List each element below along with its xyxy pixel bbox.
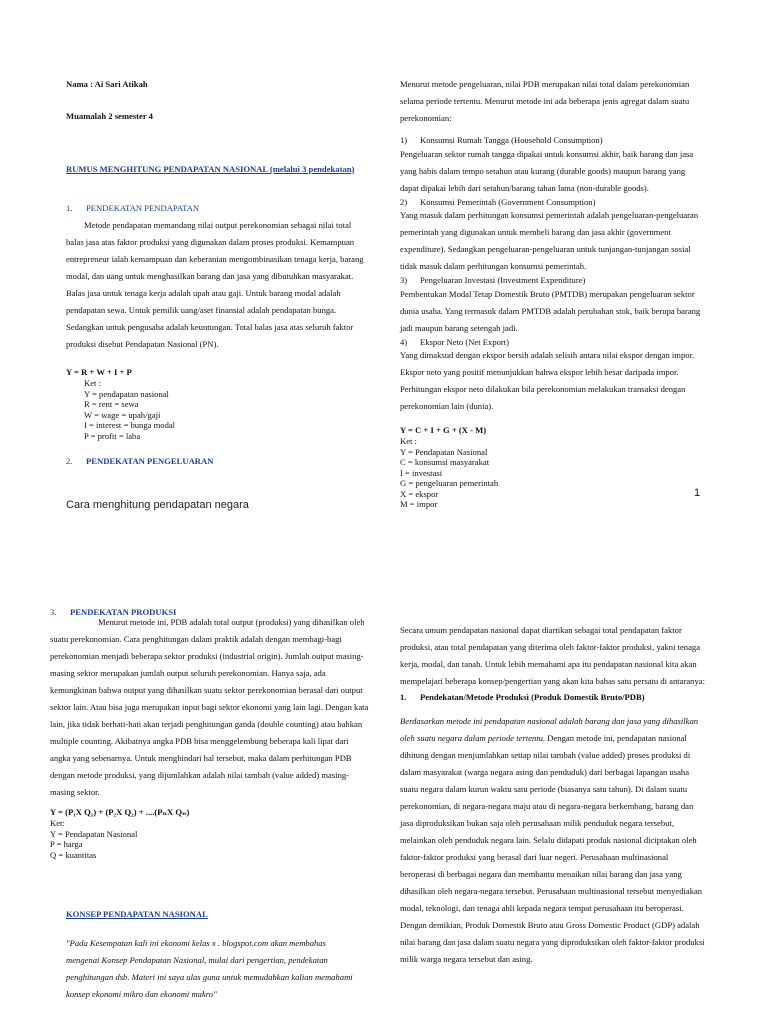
page1-left-column	[66, 76, 366, 470]
document-title[interactable]: Cara menghitung pendapatan negara	[66, 499, 249, 511]
ket-line: Ket:	[50, 818, 65, 828]
ket-line: G = pengeluaran pemerintah	[400, 478, 499, 488]
ket-line: Y = pendapatan nasional	[84, 388, 169, 399]
main-heading: RUMUS MENGHITUNG PENDAPATAN NASIONAL (melalui 3 pendekatan)	[66, 164, 355, 174]
ket-line: R = rent = sewa	[84, 399, 139, 409]
ket-line: I = investasi	[400, 467, 443, 478]
item-number: 4)	[400, 336, 408, 347]
ket-line: W = wage = upah/gaji	[84, 409, 161, 420]
ket-list-expenditure	[400, 436, 705, 510]
formula-expenditure: Y = C + I + G + (X - M)	[400, 425, 487, 435]
item-title: Konsumsi Pemerintah (Government Consumption)	[420, 196, 596, 207]
course-line: Muamalah 2 semester 4	[66, 111, 153, 121]
production-definition: Berdasarkan metode ini pendapatan nasional adalah barang dan jasa yang dihasilkan oleh suatu negara dalam periode tertentu.	[400, 715, 699, 743]
item-title: Pengeluaran Investasi (Investment Expenditure)	[420, 275, 586, 285]
ket-list-production	[50, 818, 370, 860]
expenditure-intro: Menurut metode pengeluaran, nilai PDB merupakan nilai total dalam perekonomian selama periode tertentu. Menurut metode ini ada beberapa jenis agregat dalam suatu perekonomian:	[400, 79, 690, 123]
sec1-heading	[66, 200, 366, 217]
sec1-paragraph: Metode pendapatan memandang nilai output perekonomian sebagai nilai total balas jasa atas faktor produksi yang digunakan dalam proses produksi. Kemampuan entrepreneur ialah kemampuan dan keberanian mengombinasikan tenaga kerja, barang modal, dan uang untuk menghasilkan barang dan jasa yang dibutuhkan masyarakat. Balas jasa untuk tenaga kerja adalah upah atau gaji. Untuk barang modal adalah pendapatan sewa. Untuk pemilik uang/aset finansial adalah pendapatan bunga. Sedangkan untuk pengusaha adalah keuntungan. Total balas jasa atas seluruh faktor produksi disebut Pendapatan Nasional (PN).	[66, 220, 364, 349]
item-number: 3)	[400, 275, 408, 285]
item-title: Ekspor Neto (Net Export)	[420, 336, 510, 347]
national-income-intro: Secara umum pendapatan nasional dapat diartikan sebagai total pendapatan faktor produksi, atau total pendapatan yang diterima oleh faktor-faktor produksi, yakni tenaga kerja, modal, dan tanah. Untuk lebih memahami apa itu pendapatan nasional kita akan mempelajari beberapa konsep/pengertian yang akan kita bahas satu persatu di antaranya:	[400, 625, 705, 686]
sec2-number: 2.	[66, 456, 73, 466]
formula-production: Y = (P₁X Q₁) + (P₂X Q₂) + ....(PₙX Qₙ)	[50, 807, 190, 817]
sec3-title: PENDEKATAN PRODUKSI	[70, 607, 177, 617]
item-number: 1)	[400, 135, 408, 145]
sub-title: Pendekatan/Metode Produksi (Produk Domestik Bruto/PDB)	[420, 692, 645, 702]
blog-quote: "Pada Kesempatan kali ini ekonomi kelas x . blogspot.com akan membahas mengenai Konsep Pendapatan Nasional, mulai dari pengertian, pendekatan penghitungan dsb. Materi ini saya ulas guna untuk memudahkan kalian memahami konsep ekonomi mikro dan ekonomi makro"	[66, 938, 353, 999]
item-text: Yang dimaksud dengan ekspor bersih adalah selisih antara nilai ekspor dengan impor. Ekspor neto yang positif menunjukkan bahwa ekspor lebih besar daripada impor. Perhitungan ekspor neto dilakukan bila perekonomian melakukan transaksi dengan perekonomian lain (dunia).	[400, 350, 695, 411]
sec3-number: 3.	[50, 607, 57, 617]
sec1-title: PENDEKATAN PENDAPATAN	[86, 203, 200, 213]
ket-line: C = konsumsi masyarakat	[400, 457, 490, 467]
production-explanation: Dengan metode ini, pendapatan nasional dihitung dengan menjumlahkan setiap nilai tambah (value added) proses produksi di dalam masyarakat (warga negara asing dan penduduk) dari berbagai lapangan usaha suatu negara dalam kurun waktu satu periode (biasanya satu tahun). Di dalam suatu perekonomian, di negara-negara maju atau di negara-negara berkembang, barang dan jasa diproduksikan bukan saja oleh perusahaan milik penduduk negara tersebut, melainkan oleh penduduk negara lain. Selalu didapati produk nasional diciptakan oleh faktor-faktor produksi yang berasal dari luar negeri. Perusahaan multinasional beroperasi di berbagai negara dan membantu menaikan nilai barang dan jasa yang dihasilkan oleh negara-negara tersebut. Perusahaan multinasional tersebut menyediakan modal, teknologi, dan tenaga ahli kepada negara tempat perusahaan itu beroperasi. Dengan demikian, Produk Domestik Bruto atau Gross Domestic Product (GDP) adalah nilai barang dan jasa dalam suatu negara yang diproduksikan oleh faktor-faktor produksi milik warga negara tersebut dan asing.	[400, 732, 705, 964]
sub-heading	[400, 692, 705, 703]
ket-line: X = ekspor	[400, 488, 439, 499]
ket-line: I = interest = bunga modal	[84, 420, 176, 430]
item-text: Pengeluaran sektor rumah tangga dipakai untuk konsumsi akhir, baik barang dan jasa yang habis dalam tempo setahun atau kurang (durable goods) maupun barang yang dapat dipakai lebih dari setahun/barang tahan lama (non-durable goods).	[400, 148, 694, 193]
konsep-heading: KONSEP PENDAPATAN NASIONAL	[66, 909, 208, 919]
page2-right-column	[400, 622, 705, 968]
page2-left-column	[50, 604, 370, 1003]
ket-line: P = harga	[50, 839, 83, 849]
item-title: Konsumsi Rumah Tangga (Household Consumption)	[420, 135, 603, 145]
ket-line: P = profit = laba	[84, 430, 141, 441]
sec1-number: 1.	[66, 203, 73, 213]
formula-income: Y = R + W + I + P	[66, 367, 132, 377]
sec2-title: PENDEKATAN PENGELUARAN	[86, 456, 214, 466]
sec3-paragraph: Menurut metode ini, PDB adalah total output (produksi) yang dihasilkan oleh suatu perekonomian. Cara penghitungan dalam praktik adalah dengan membagi-bagi perekonomian menjadi beberapa sektor produksi (industrial origin). Jumlah output masing-masing sektor merupakan jumlah output seluruh perekonomian. Hanya saja, ada kemungkinan bahwa output yang dihasilkan suatu sektor perekonomian berasal dari output sektor lain. Atau bisa juga merupakan input bagi sektor ekonomi yang lain lagi. Dengan kata lain, jika tidak berhati-hati akan terjadi penghitungan ganda (double counting) atau bahkan multiple counting. Akibatnya angka PDB bisa menggelembung beberapa kali lipat dari angka yang sebenarnya. Untuk menghindari hal tersebut, maka dalam perhitungan PDB dengan metode produksi, yang dijumlahkan adalah nilai tambah (value added) masing-masing sektor.	[50, 617, 369, 797]
student-name: Nama : Ai Sari Atikah	[66, 79, 148, 89]
ket-list-income	[66, 378, 366, 441]
aggregate-item	[400, 275, 705, 337]
ket-line: Q = kuantitas	[50, 849, 97, 860]
aggregate-item	[400, 337, 705, 416]
ket-line: Ket :	[400, 436, 417, 446]
item-text: Yang masuk dalam perhitungan konsumsi pemerintah adalah pengeluaran-pengeluaran pemerintah yang digunakan untuk membeli barang dan jasa akhir (government expenditure). Sedangkan pengeluaran-pengeluaran untuk tunjangan-tunjangan sosial tidak masuk dalam perhitungan konsumsi pemerintah.	[400, 210, 699, 271]
sub-number: 1.	[400, 692, 407, 702]
ket-line: Y = Pendapatan Nasional	[50, 828, 138, 839]
item-text: Pembentukan Modal Tetap Domestik Bruto (PMTDB) merupakan pengeluaran sektor dunia usaha. Yang termasuk dalam PMTDB adalah perubahan stok, baik berupa barang jadi maupun barang setengah jadi.	[400, 288, 701, 333]
aggregate-item	[400, 197, 705, 276]
page1-right-column	[400, 76, 705, 510]
ket-line: M = impor	[400, 499, 438, 509]
ket-line: Ket :	[84, 378, 101, 388]
aggregate-item	[400, 135, 705, 197]
page-number: 1	[694, 487, 701, 499]
item-number: 2)	[400, 196, 408, 207]
sec2-heading	[66, 453, 366, 470]
production-paragraph	[400, 713, 705, 968]
ket-line: Y = Pendapatan Nasional	[400, 446, 488, 457]
